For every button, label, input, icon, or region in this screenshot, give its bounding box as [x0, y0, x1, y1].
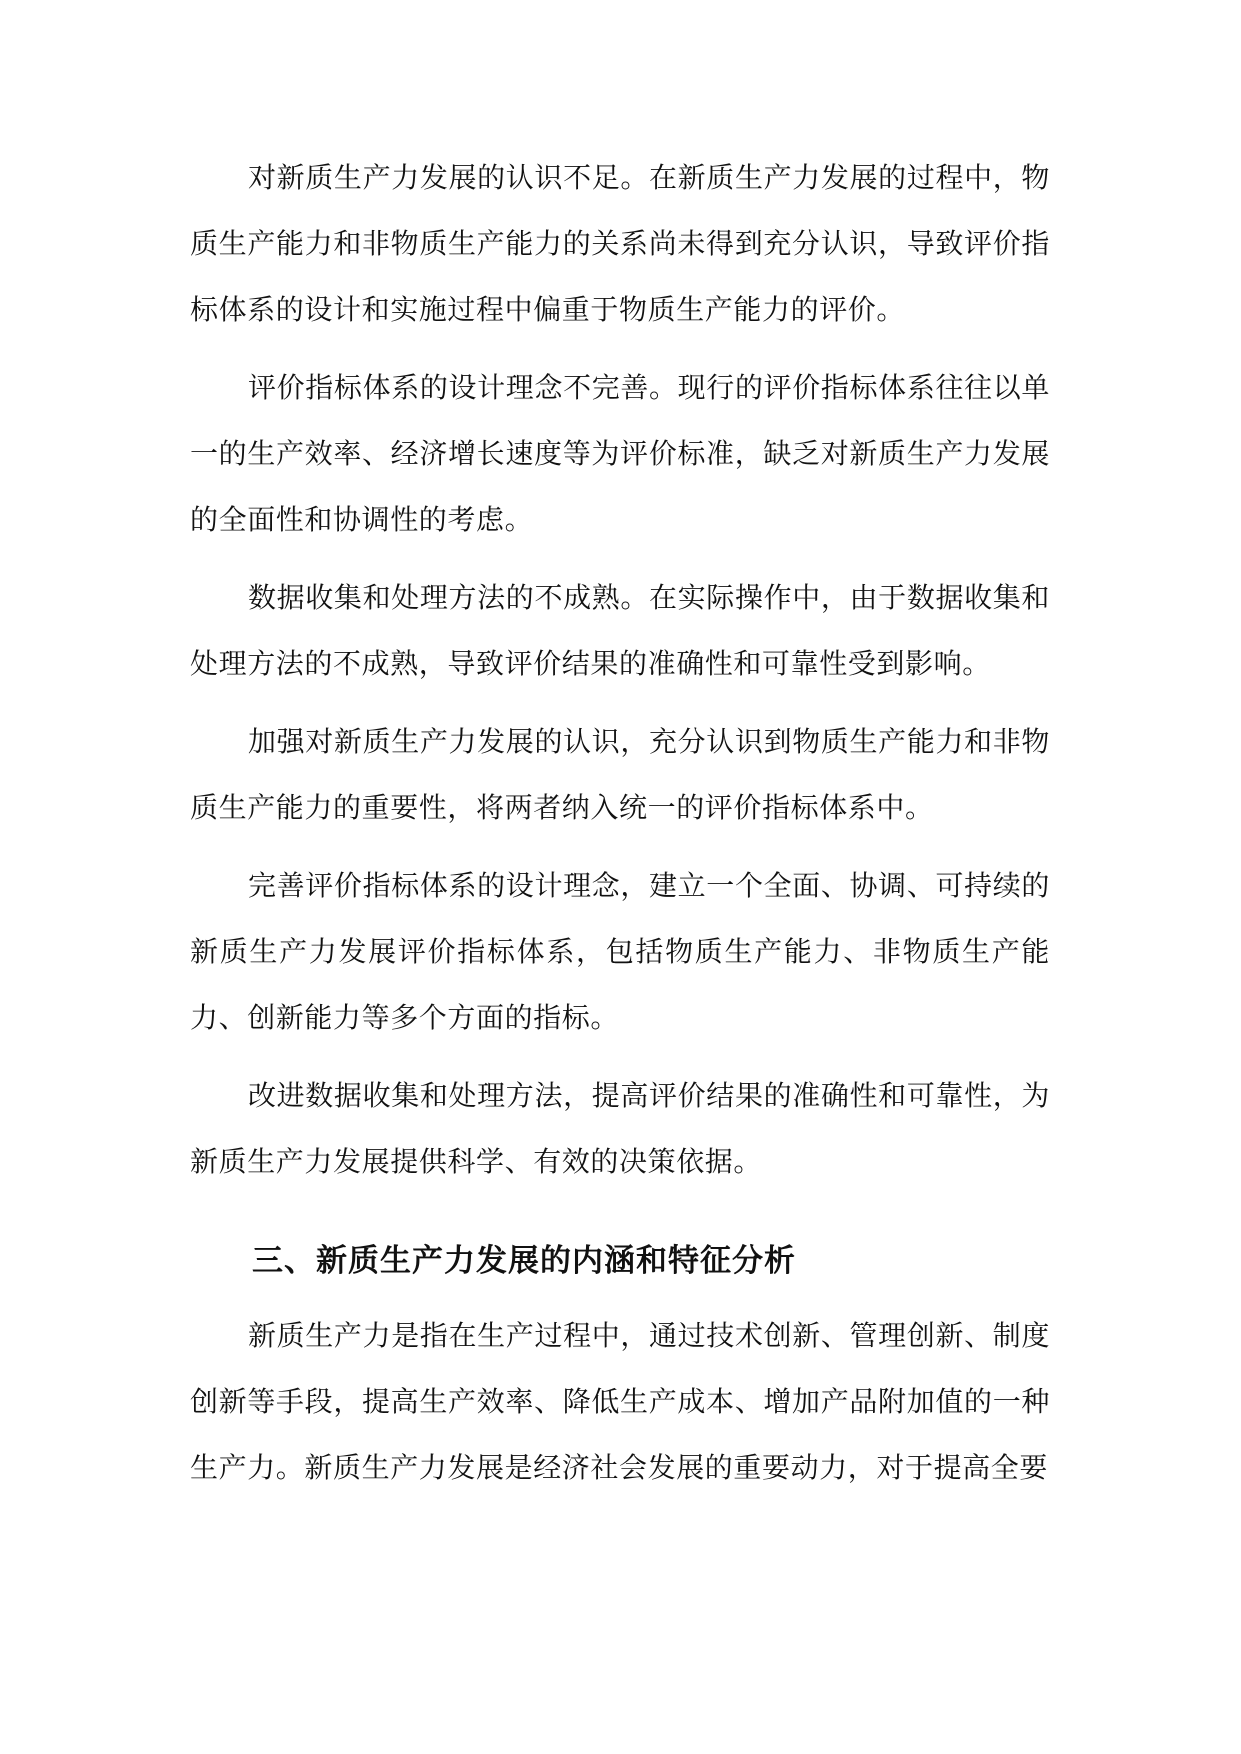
paragraph-imperfect-design-concept: 评价指标体系的设计理念不完善。现行的评价指标体系往往以单一的生产效率、经济增长速度等为评价标准，缺乏对新质生产力发展的全面性和协调性的考虑。 — [190, 371, 1050, 536]
paragraph-improve-data-methods: 改进数据收集和处理方法，提高评价结果的准确性和可靠性，为新质生产力发展提供科学、有效的决策依据。 — [190, 1079, 1050, 1178]
paragraph-immature-data-methods: 数据收集和处理方法的不成熟。在实际操作中，由于数据收集和处理方法的不成熟，导致评价结果的准确性和可靠性受到影响。 — [190, 581, 1050, 680]
section-heading: 三、新质生产力发展的内涵和特征分析 — [252, 1243, 796, 1279]
paragraph-improve-design-concept: 完善评价指标体系的设计理念，建立一个全面、协调、可持续的新质生产力发展评价指标体系，包括物质生产能力、非物质生产能力、创新能力等多个方面的指标。 — [190, 869, 1050, 1034]
document-body — [190, 145, 1050, 1513]
paragraph-insufficient-understanding: 对新质生产力发展的认识不足。在新质生产力发展的过程中，物质生产能力和非物质生产能力的关系尚未得到充分认识，导致评价指标体系的设计和实施过程中偏重于物质生产能力的评价。 — [190, 161, 1050, 326]
paragraph-strengthen-understanding: 加强对新质生产力发展的认识，充分认识到物质生产能力和非物质生产能力的重要性，将两者纳入统一的评价指标体系中。 — [190, 725, 1050, 824]
paragraph-new-productivity-definition: 新质生产力是指在生产过程中，通过技术创新、管理创新、制度创新等手段，提高生产效率、降低生产成本、增加产品附加值的一种生产力。新质生产力发展是经济社会发展的重要动力，对于提高全要 — [190, 1319, 1050, 1484]
